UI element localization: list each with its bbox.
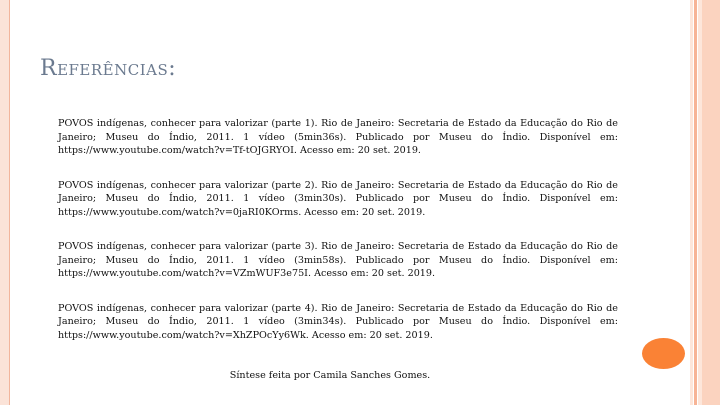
orange-circle-decoration	[642, 338, 685, 369]
right-stripe-decoration	[690, 0, 720, 405]
reference-item-2: POVOS indígenas, conhecer para valorizar (parte 2). Rio de Janeiro: Secretaria de Estado da Educação do Rio de Janeiro; Museu do Índio, 2011. 1 vídeo (3min30s). Publicado por Museu do Índio. Disponível em: https://www.youtube.com/watch?v=0jaRI0KOrms. Acesso em: 20 set. 2019.	[58, 179, 618, 218]
slide-title: Referências:	[40, 56, 177, 81]
references-list	[58, 117, 618, 363]
reference-item-3: POVOS indígenas, conhecer para valorizar (parte 3). Rio de Janeiro: Secretaria de Estado da Educação do Rio de Janeiro; Museu do Índio, 2011. 1 vídeo (3min58s). Publicado por Museu do Índio. Disponível em: https://www.youtube.com/watch?v=VZmWUF3e75I. Acesso em: 20 set. 2019.	[58, 241, 618, 279]
credit-line: Síntese feita por Camila Sanches Gomes.	[229, 370, 431, 381]
reference-item-1: POVOS indígenas, conhecer para valorizar (parte 1). Rio de Janeiro: Secretaria de Estado da Educação do Rio de Janeiro; Museu do Índio, 2011. 1 vídeo (5min36s). Publicado por Museu do Índio. Disponível em: https://www.youtube.com/watch?v=Tf-tOJGRYOI. Acesso em: 20 set. 2019.	[58, 118, 618, 156]
left-border-decoration	[0, 0, 10, 405]
reference-item-4: POVOS indígenas, conhecer para valorizar (parte 4). Rio de Janeiro: Secretaria de Estado da Educação do Rio de Janeiro; Museu do Índio, 2011. 1 vídeo (3min34s). Publicado por Museu do Índio. Disponível em: https://www.youtube.com/watch?v=XhZPOcYy6Wk. Acesso em: 20 set. 2019.	[58, 302, 618, 341]
